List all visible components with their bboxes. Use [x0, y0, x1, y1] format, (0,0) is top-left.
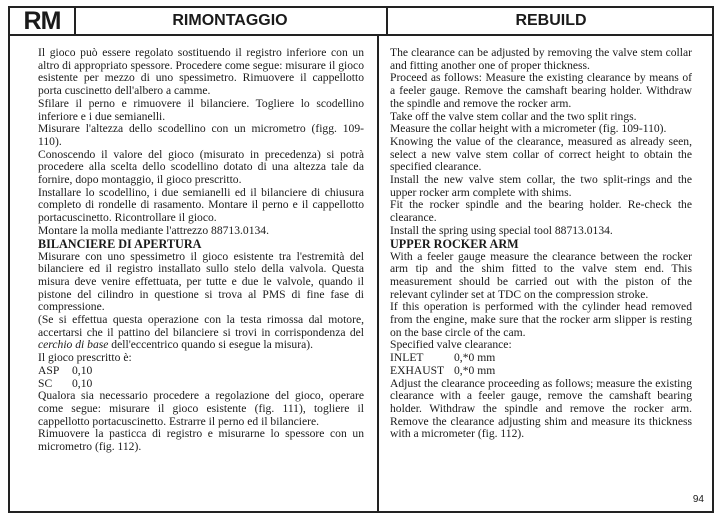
- header-title-italian: RIMONTAGGIO: [172, 12, 288, 29]
- paragraph: Conoscendo il valore del gioco (misurato in precedenza) si potrà procedere alla scelta dello scodellino dotato di una altezza tale da fornire, dopo montaggio, il gioco prescritto.: [38, 147, 364, 187]
- paragraph: Montare la molla mediante l'attrezzo 88713.0134.: [38, 223, 269, 237]
- clearance-row-asp: [38, 365, 364, 378]
- paragraph: Measure the collar height with a micrometer (fig. 109-110).: [390, 122, 667, 136]
- page-number: 94: [692, 494, 704, 505]
- valve-label: SC: [38, 376, 53, 390]
- clearance-row-exhaust: [390, 365, 692, 378]
- english-column: [390, 47, 692, 441]
- paragraph: Il gioco prescritto è:: [38, 351, 132, 365]
- valve-value: 0,10: [72, 363, 93, 377]
- valve-label: EXHAUST: [390, 363, 445, 377]
- paragraph: Fit the rocker spindle and the bearing holder. Re-check the clearance.: [390, 198, 692, 225]
- text-run: (Se si effettua questa operazione con la testa rimossa dal motore, accertarsi che il pattino del bilanciere si trovi in corrispondenza del: [38, 313, 364, 339]
- paragraph: The clearance can be adjusted by removing the valve stem collar and fitting another one of proper thickness.: [390, 46, 692, 72]
- paragraph: With a feeler gauge measure the clearance between the rocker arm tip and the shim fitted to the valve stem end. This measurement should be carried out with the piston of the relevant cylinder set at TDC on the compression stroke.: [390, 249, 692, 301]
- paragraph: Install the spring using special tool 88713.0134.: [390, 223, 613, 237]
- paragraph: Rimuovere la pasticca di registro e misurarne lo spessore con un micrometro (fig. 112).: [38, 427, 364, 454]
- paragraph: Proceed as follows: Measure the existing clearance by means of a feeler gauge. Remove the camshaft bearing holder. Withdraw the spindle and remove the rocker arm.: [390, 71, 692, 110]
- valve-label: ASP: [38, 363, 60, 377]
- paragraph: [38, 314, 364, 352]
- valve-value: 0,*0 mm: [454, 351, 496, 365]
- italian-column: [38, 47, 364, 454]
- paragraph: Knowing the value of the clearance, measured as already seen, select a new valve stem collar of correct height to obtain the specified clearance.: [390, 134, 692, 174]
- section-code: RM: [8, 6, 76, 36]
- section-heading: UPPER ROCKER ARM: [390, 236, 519, 251]
- paragraph: Take off the valve stem collar and the two split rings.: [390, 109, 637, 123]
- paragraph: Install the new valve stem collar, the two split-rings and the upper rocker arm complete with shims.: [390, 173, 692, 199]
- paragraph: Specified valve clearance:: [390, 338, 512, 352]
- paragraph: Misurare con uno spessimetro il gioco esistente tra l'estremità del bilanciere ed il registro installato sullo stelo della valvola. Questa misura deve venire effettuata, per tutte e due le valvole, quando il pistone del cilindro in questione si trova al PMS di fine fase di compressione.: [38, 249, 364, 314]
- valve-label: INLET: [390, 351, 424, 365]
- text-run: dell'eccentrico quando si esegue la misura).: [108, 338, 313, 352]
- clearance-row-inlet: [390, 352, 692, 365]
- valve-value: 0,10: [72, 376, 93, 390]
- paragraph: Il gioco può essere regolato sostituendo il registro inferiore con un altro di appropriato spessore. Procedere come segue: misurare il gioco esistente per mezzo di uno spessimetro. Rimuovere il cappellotto porta cuscinetto dell'albero a camme.: [38, 46, 364, 98]
- paragraph: Adjust the clearance proceeding as follows; measure the existing clearance with a feeler gauge, remove the camshaft bearing holder. Withdraw the spindle and remove the rocker arm. Remove the clearance adjusting shim and measure its thickness with a micrometer (fig. 112).: [390, 376, 692, 441]
- section-heading: BILANCIERE DI APERTURA: [38, 236, 202, 251]
- header-title-english: REBUILD: [386, 8, 714, 34]
- paragraph: If this operation is performed with the cylinder head removed from the engine, make sure that the rocker arm slipper is resting on the base circle of the cam.: [390, 300, 692, 339]
- italic-term: cerchio di base: [38, 338, 109, 352]
- valve-value: 0,*0 mm: [454, 363, 496, 377]
- paragraph: Installare lo scodellino, i due semianelli ed il bilanciere di chiusura completo di rondelle di rasamento. Montare il perno e il cappellotto portacuscinetto. Ricontrollare il gioco.: [38, 185, 364, 225]
- paragraph: Qualora sia necessario procedere a regolazione del gioco, operare come segue: misurare il gioco esistente (fig. 111), togliere il cappellotto portacuscinetto. Estrarre il perno ed il bilanciere.: [38, 389, 364, 428]
- paragraph: Misurare l'altezza dello scodellino con un micrometro (figg. 109-110).: [38, 122, 364, 148]
- page-header: [8, 6, 714, 36]
- paragraph: Sfilare il perno e rimuovere il bilanciere. Togliere lo scodellino inferiore e i due semianelli.: [38, 96, 364, 123]
